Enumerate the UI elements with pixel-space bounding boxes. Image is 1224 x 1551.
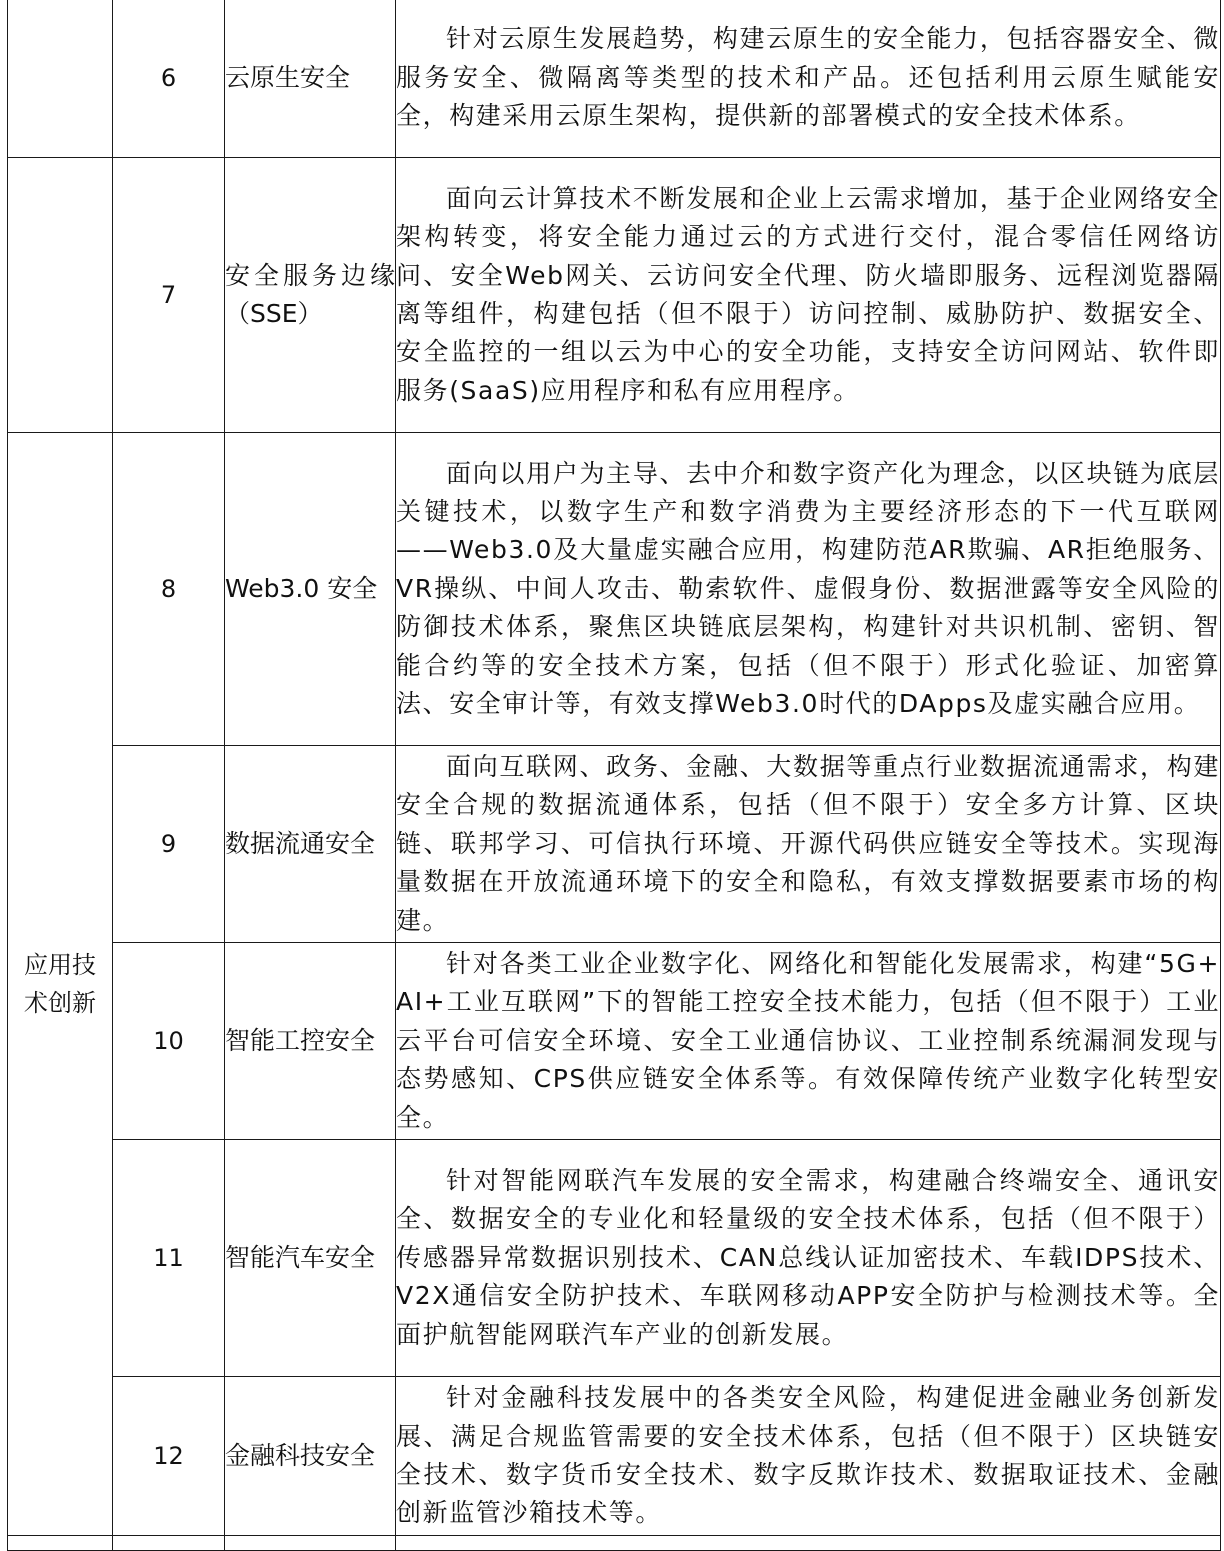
table-row — [8, 0, 1221, 158]
row-number: 6 — [113, 0, 225, 158]
row-number: 10 — [113, 943, 225, 1140]
row-number: 12 — [113, 1377, 225, 1536]
row-number: 8 — [113, 433, 225, 746]
row-number: 9 — [113, 746, 225, 943]
row-number: 11 — [113, 1140, 225, 1377]
tech-table — [7, 0, 1221, 1551]
category-cell-empty — [8, 158, 113, 433]
item-name: 数据流通安全 — [225, 746, 396, 943]
item-description: 面向以用户为主导、去中介和数字资产化为理念，以区块链为底层关键技术，以数字生产和数字消费为主要经济形态的下一代互联网——Web3.0及大量虚实融合应用，构建防范AR欺骗、AR拒绝服务、VR操纵、中间人攻击、勒索软件、虚假身份、数据泄露等安全风险的防御技术体系，聚焦区块链底层架构，构建针对共识机制、密钥、智能合约等的安全技术方案，包括（但不限于）形式化验证、加密算法、安全审计等，有效支撑Web3.0时代的DApps及虚实融合应用。 — [396, 433, 1221, 746]
item-name: 智能工控安全 — [225, 943, 396, 1140]
category-label: 应用技术创新 — [24, 951, 96, 1017]
item-name: Web3.0 安全 — [225, 433, 396, 746]
table-row — [8, 1140, 1221, 1377]
item-description: 针对智能网联汽车发展的安全需求，构建融合终端安全、通讯安全、数据安全的专业化和轻量级的安全技术体系，包括（但不限于）传感器异常数据识别技术、CAN总线认证加密技术、车载IDPS技术、V2X通信安全防护技术、车联网移动APP安全防护与检测技术等。全面护航智能网联汽车产业的创新发展。 — [396, 1140, 1221, 1377]
table-row — [8, 746, 1221, 943]
item-description: 针对各类工业企业数字化、网络化和智能化发展需求，构建“5G+AI+工业互联网”下的智能工控安全技术能力，包括（但不限于）工业云平台可信安全环境、安全工业通信协议、工业控制系统漏洞发现与态势感知、CPS供应链安全体系等。有效保障传统产业数字化转型安全。 — [396, 943, 1221, 1140]
item-name: 安全服务边缘（SSE） — [225, 158, 396, 433]
table-row-continuation — [8, 1536, 1221, 1551]
item-name: 云原生安全 — [225, 0, 396, 158]
category-cell — [8, 433, 113, 1536]
table-row — [8, 433, 1221, 746]
table-row — [8, 158, 1221, 433]
item-name: 金融科技安全 — [225, 1377, 396, 1536]
table-row — [8, 1377, 1221, 1536]
item-description: 面向互联网、政务、金融、大数据等重点行业数据流通需求，构建安全合规的数据流通体系，包括（但不限于）安全多方计算、区块链、联邦学习、可信执行环境、开源代码供应链安全等技术。实现海量数据在开放流通环境下的安全和隐私，有效支撑数据要素市场的构建。 — [396, 746, 1221, 943]
item-name: 智能汽车安全 — [225, 1140, 396, 1377]
row-number: 7 — [113, 158, 225, 433]
table-row — [8, 943, 1221, 1140]
item-description: 针对金融科技发展中的各类安全风险，构建促进金融业务创新发展、满足合规监管需要的安全技术体系，包括（但不限于）区块链安全技术、数字货币安全技术、数字反欺诈技术、数据取证技术、金融创新监管沙箱技术等。 — [396, 1377, 1221, 1536]
item-description: 针对云原生发展趋势，构建云原生的安全能力，包括容器安全、微服务安全、微隔离等类型的技术和产品。还包括利用云原生赋能安全，构建采用云原生架构，提供新的部署模式的安全技术体系。 — [396, 0, 1221, 158]
item-description: 面向云计算技术不断发展和企业上云需求增加，基于企业网络安全架构转变，将安全能力通过云的方式进行交付，混合零信任网络访问、安全Web网关、云访问安全代理、防火墙即服务、远程浏览器隔离等组件，构建包括（但不限于）访问控制、威胁防护、数据安全、安全监控的一组以云为中心的安全功能，支持安全访问网站、软件即服务(SaaS)应用程序和私有应用程序。 — [396, 158, 1221, 433]
category-cell-empty — [8, 0, 113, 158]
